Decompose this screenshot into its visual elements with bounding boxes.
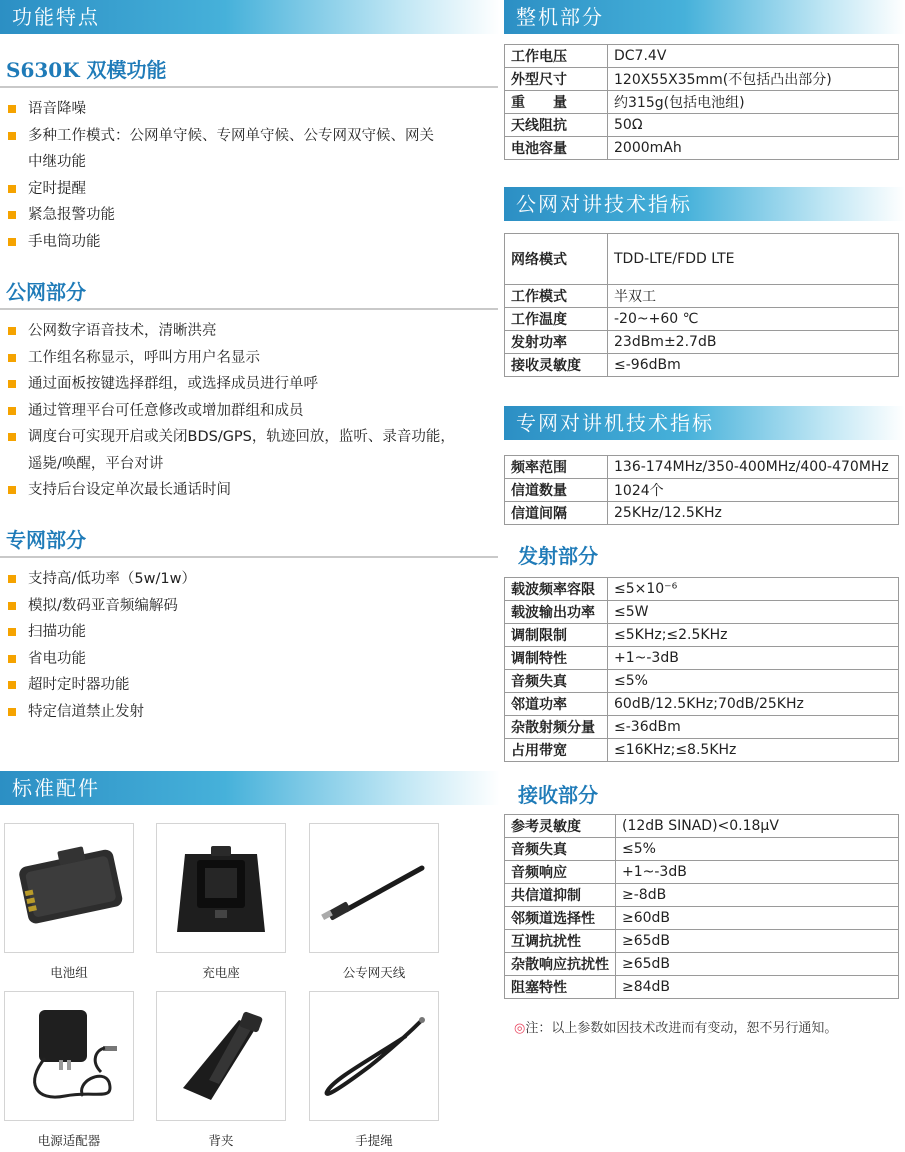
accessory-lanyard <box>309 991 439 1149</box>
spec-row <box>505 234 899 285</box>
accessory-clip <box>156 991 286 1149</box>
bullet-icon <box>8 354 16 362</box>
spec-row <box>505 331 899 354</box>
spec-key: 共信道抑制 <box>505 884 616 907</box>
feature-text: 调度台可实现开启或关闭BDS/GPS，轨迹回放，监听、录音功能， <box>28 429 455 445</box>
feature-item <box>8 123 500 150</box>
spec-row <box>505 815 899 838</box>
bullet-icon <box>8 211 16 219</box>
feature-item <box>8 566 500 593</box>
features-banner: 功能特点 <box>0 0 500 34</box>
dual-mode-title: S630K 双模功能 <box>0 54 498 88</box>
spec-row <box>505 578 899 601</box>
accessory-label: 充电座 <box>202 965 240 980</box>
feature-text: 手电筒功能 <box>28 233 101 250</box>
private-spec-banner: 专网对讲机技术指标 <box>504 406 905 440</box>
feature-text: 中继功能 <box>28 154 86 170</box>
feature-item <box>8 96 500 123</box>
feature-item <box>8 371 500 398</box>
spec-key: 频率范围 <box>505 456 608 479</box>
bullet-icon <box>8 185 16 193</box>
spec-row <box>505 693 899 716</box>
feature-item <box>8 176 500 203</box>
spec-value: ≤5×10⁻⁶ <box>608 578 899 601</box>
spec-row <box>505 976 899 999</box>
spec-value: 约315g(包括电池组) <box>608 91 899 114</box>
spec-key: 重 量 <box>505 91 608 114</box>
spec-value: -20~+60 ℃ <box>608 308 899 331</box>
spec-row <box>505 285 899 308</box>
spec-row <box>505 739 899 762</box>
spec-key: 接收灵敏度 <box>505 354 608 377</box>
spec-key: 载波输出功率 <box>505 601 608 624</box>
spec-key: 互调抗扰性 <box>505 930 616 953</box>
battery-pack-icon <box>4 823 134 953</box>
machine-banner: 整机部分 <box>504 0 905 34</box>
feature-item <box>8 424 500 451</box>
accessory-adapter <box>4 991 134 1149</box>
spec-row <box>505 456 899 479</box>
feature-text: 省电功能 <box>28 650 86 667</box>
spec-value: ≤5% <box>608 670 899 693</box>
right-column <box>504 0 905 1036</box>
spec-key: 发射功率 <box>505 331 608 354</box>
belt-clip-icon <box>156 991 286 1121</box>
spec-value: 50Ω <box>608 114 899 137</box>
receive-spec-table <box>504 814 899 999</box>
spec-key: 网络模式 <box>505 234 608 285</box>
accessory-label: 手提绳 <box>355 1133 393 1148</box>
spec-row <box>505 670 899 693</box>
spec-value: 半双工 <box>608 285 899 308</box>
feature-text: 模拟/数码亚音频编解码 <box>28 597 178 614</box>
spec-value: 1024个 <box>608 479 899 502</box>
spec-key: 外型尺寸 <box>505 68 608 91</box>
accessory-label: 背夹 <box>208 1133 234 1148</box>
accessory-label: 电源适配器 <box>37 1133 101 1148</box>
spec-value: ≤5KHz;≤2.5KHz <box>608 624 899 647</box>
public-title: 公网部分 <box>0 276 498 310</box>
spec-row <box>505 479 899 502</box>
transmit-spec-table <box>504 577 899 762</box>
note-mark: ◎ <box>514 1021 526 1036</box>
private-list <box>0 566 500 725</box>
spec-row <box>505 716 899 739</box>
spec-key: 调制限制 <box>505 624 608 647</box>
bullet-icon <box>8 327 16 335</box>
bullet-icon <box>8 486 16 494</box>
spec-key: 占用带宽 <box>505 739 608 762</box>
spec-key: 电池容量 <box>505 137 608 160</box>
machine-spec-table <box>504 44 899 160</box>
feature-item <box>8 398 500 425</box>
private-spec-table <box>504 455 899 525</box>
accessory-label: 电池组 <box>50 965 88 980</box>
spec-row <box>505 45 899 68</box>
spec-key: 邻频道选择性 <box>505 907 616 930</box>
spec-key: 杂散响应抗扰性 <box>505 953 616 976</box>
spec-value: +1~-3dB <box>616 861 899 884</box>
lanyard-icon <box>309 991 439 1121</box>
feature-item <box>8 229 500 256</box>
public-spec-table <box>504 233 899 377</box>
feature-text: 工作组名称显示，呼叫方用户名显示 <box>28 349 260 366</box>
spec-key: 阻塞特性 <box>505 976 616 999</box>
dual-mode-list <box>0 96 500 255</box>
feature-text: 紧急报警功能 <box>28 207 115 223</box>
feature-item-continued <box>8 451 500 478</box>
spec-value: ≥65dB <box>616 930 899 953</box>
charger-base-icon <box>156 823 286 953</box>
spec-row <box>505 907 899 930</box>
feature-text: 通过管理平台可任意修改或增加群组和成员 <box>28 402 304 419</box>
left-column <box>0 0 500 800</box>
spec-value: ≤16KHz;≤8.5KHz <box>608 739 899 762</box>
feature-text: 支持高/低功率（5w/1w） <box>28 571 196 587</box>
feature-item <box>8 699 500 726</box>
spec-row <box>505 502 899 525</box>
bullet-icon <box>8 628 16 636</box>
private-title: 专网部分 <box>0 524 498 558</box>
spec-key: 工作电压 <box>505 45 608 68</box>
spec-value: 60dB/12.5KHz;70dB/25KHz <box>608 693 899 716</box>
spec-key: 参考灵敏度 <box>505 815 616 838</box>
accessories-banner: 标准配件 <box>0 771 500 805</box>
spec-value: 120X55X35mm(不包括凸出部分) <box>608 68 899 91</box>
spec-value: DC7.4V <box>608 45 899 68</box>
spec-row <box>505 354 899 377</box>
accessory-label: 公专网天线 <box>342 965 406 980</box>
feature-item-continued <box>8 149 500 176</box>
note-text: 注：以上参数如因技术改进而有变动，恕不另行通知。 <box>525 1021 838 1036</box>
accessory-battery <box>4 823 134 981</box>
feature-item <box>8 345 500 372</box>
feature-text: 通过面板按键选择群组，或选择成员进行单呼 <box>28 376 318 392</box>
feature-text: 支持后台设定单次最长通话时间 <box>28 482 231 498</box>
feature-item <box>8 646 500 673</box>
spec-key: 信道数量 <box>505 479 608 502</box>
spec-row <box>505 953 899 976</box>
spec-row <box>505 137 899 160</box>
bullet-icon <box>8 407 16 415</box>
feature-item <box>8 318 500 345</box>
spec-row <box>505 861 899 884</box>
spec-value: ≤-96dBm <box>608 354 899 377</box>
transmit-title: 发射部分 <box>518 544 598 568</box>
spec-value: ≥-8dB <box>616 884 899 907</box>
bullet-icon <box>8 655 16 663</box>
spec-row <box>505 308 899 331</box>
spec-row <box>505 68 899 91</box>
spec-value: 25KHz/12.5KHz <box>608 502 899 525</box>
spec-value: 23dBm±2.7dB <box>608 331 899 354</box>
spec-key: 载波频率容限 <box>505 578 608 601</box>
feature-text: 定时提醒 <box>28 180 86 197</box>
accessory-charger <box>156 823 286 981</box>
spec-value: ≤5% <box>616 838 899 861</box>
accessory-antenna <box>309 823 439 981</box>
bullet-icon <box>8 105 16 113</box>
spec-value: ≥65dB <box>616 953 899 976</box>
spec-key: 音频响应 <box>505 861 616 884</box>
spec-value: TDD-LTE/FDD LTE <box>608 234 899 285</box>
public-spec-banner: 公网对讲技术指标 <box>504 187 905 221</box>
spec-row <box>505 601 899 624</box>
spec-key: 信道间隔 <box>505 502 608 525</box>
spec-key: 天线阻抗 <box>505 114 608 137</box>
bullet-icon <box>8 380 16 388</box>
spec-value: 2000mAh <box>608 137 899 160</box>
bullet-icon <box>8 132 16 140</box>
spec-key: 音频失真 <box>505 670 608 693</box>
spec-key: 工作温度 <box>505 308 608 331</box>
spec-key: 邻道功率 <box>505 693 608 716</box>
spec-key: 音频失真 <box>505 838 616 861</box>
bullet-icon <box>8 681 16 689</box>
feature-item <box>8 619 500 646</box>
spec-row <box>505 114 899 137</box>
feature-item <box>8 202 500 229</box>
spec-value: ≤-36dBm <box>608 716 899 739</box>
feature-text: 扫描功能 <box>28 624 86 640</box>
feature-text: 公网数字语音技术，清晰洪亮 <box>28 323 217 339</box>
feature-text: 多种工作模式：公网单守候、专网单守候、公专网双守候、网关 <box>28 127 434 144</box>
bullet-icon <box>8 575 16 583</box>
feature-text: 超时定时器功能 <box>28 677 130 693</box>
spec-row <box>505 930 899 953</box>
spec-row <box>505 647 899 670</box>
bullet-icon <box>8 433 16 441</box>
feature-item <box>8 477 500 504</box>
feature-item <box>8 593 500 620</box>
feature-text: 语音降噪 <box>28 101 86 117</box>
spec-row <box>505 624 899 647</box>
spec-value: (12dB SINAD)<0.18μV <box>616 815 899 838</box>
antenna-icon <box>309 823 439 953</box>
receive-title: 接收部分 <box>518 783 598 807</box>
spec-value: ≥84dB <box>616 976 899 999</box>
spec-key: 杂散射频分量 <box>505 716 608 739</box>
spec-key: 调制特性 <box>505 647 608 670</box>
spec-row <box>505 884 899 907</box>
spec-value: +1~-3dB <box>608 647 899 670</box>
spec-value: ≤5W <box>608 601 899 624</box>
bullet-icon <box>8 708 16 716</box>
spec-row <box>505 838 899 861</box>
spec-row <box>505 91 899 114</box>
spec-key: 工作模式 <box>505 285 608 308</box>
feature-text: 遥毙/唤醒，平台对讲 <box>28 455 164 472</box>
disclaimer-note <box>504 1017 837 1036</box>
public-list <box>0 318 500 504</box>
spec-value: ≥60dB <box>616 907 899 930</box>
power-adapter-icon <box>4 991 134 1121</box>
spec-value: 136-174MHz/350-400MHz/400-470MHz <box>608 456 899 479</box>
bullet-icon <box>8 238 16 246</box>
bullet-icon <box>8 602 16 610</box>
feature-item <box>8 672 500 699</box>
feature-text: 特定信道禁止发射 <box>28 703 144 720</box>
